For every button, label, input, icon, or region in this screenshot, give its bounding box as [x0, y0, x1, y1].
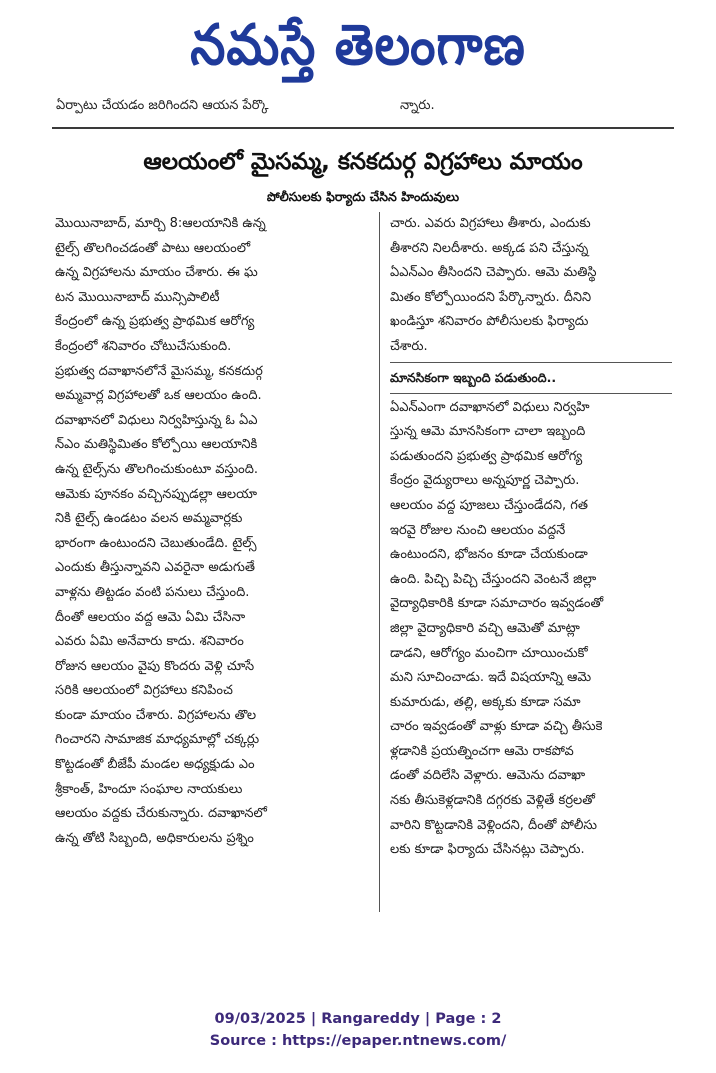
article-text-line: టన మొయినాబాద్ మున్సిపాలిటీ	[55, 289, 220, 305]
article-headline: ఆలయంలో మైసమ్మ, కనకదుర్గ విగ్రహాలు మాయం	[143, 149, 583, 175]
article-right-column	[390, 212, 675, 912]
article-text-line: చారం ఇవ్వడంతో వాళ్లు కూడా వచ్చి తీసుకె	[390, 719, 603, 735]
right-column-part-a	[390, 212, 675, 360]
article-text-line: జిల్లా వైద్యాధికారి వచ్చి ఆమెతో మాట్లా	[390, 620, 580, 636]
article-text-line: ఎవరు ఏమి అనేవారు కాదు. శనివారం	[55, 634, 244, 650]
article-text-line: ఇరవై రోజుల నుంచి ఆలయం వద్దనే	[390, 522, 566, 538]
article-text-line: కేంద్రం వైద్యురాలు అన్నపూర్ణ చెప్పారు.	[390, 473, 580, 489]
subheading-bottom-rule	[390, 393, 672, 394]
previous-article-left-line: ఏర్పాటు చేయడం జరిగిందని ఆయన పేర్కొ	[56, 98, 269, 113]
footer-source: Source : https://epaper.ntnews.com/	[209, 1033, 507, 1049]
article-text-line: ఏఎన్ఎంగా దవాఖానలో విధులు నిర్వహి	[390, 399, 590, 415]
article-text-line: టైల్స్ తొలగించడంతో పాటు ఆలయంలో	[55, 240, 251, 256]
article-text-line: ఉన్న విగ్రహాలను మాయం చేశారు. ఈ ఘ	[55, 265, 258, 281]
article-text-line: డాడని, ఆరోగ్యం మంచిగా చూయించుకో	[390, 645, 588, 661]
article-text-line: భారంగా ఉంటుందని చెబుతుండేది. టైల్స్	[55, 535, 257, 551]
article-text-line: పడుతుందని ప్రభుత్వ ప్రాథమిక ఆరోగ్య	[390, 448, 583, 464]
previous-article-tail	[56, 94, 676, 118]
right-column-part-b	[390, 396, 675, 863]
article-text-line: ఉన్న టైల్స్‌ను తొలగించుకుంటూ వస్తుంది.	[55, 461, 259, 477]
headline-top-rule	[52, 127, 674, 129]
article-text-line: ళ్లడానికి ప్రయత్నించగా ఆమె రాకపోవ	[390, 743, 574, 759]
article-text-line: న్ఎం మతిస్థిమితం కోల్పోయి ఆలయానికి	[55, 437, 258, 453]
article-text-line: ఆలయం వద్ద పూజలు చేస్తుండేదని, గత	[390, 497, 588, 513]
masthead-title: నమస్తే తెలంగాణ	[190, 12, 526, 78]
article-text-line: వైద్యాధికారికి కూడా సమాచారం ఇవ్వడంతో	[390, 596, 604, 612]
article-text-line: చారు. ఎవరు విగ్రహాలు తీశారు, ఎందుకు	[390, 216, 591, 231]
right-column-subheading: మానసికంగా ఇబ్బంది పడుతుంది..	[390, 369, 557, 385]
article-text-line: ఎందుకు తీస్తున్నావని ఎవరైనా అడుగుతే	[55, 560, 256, 576]
column-divider	[379, 212, 380, 912]
article-text-line: ఏఎన్ఎం తీసిందని చెప్పారు. ఆమె మతిస్థి	[390, 265, 597, 281]
article-text-line: దీంతో ఆలయం వద్ద ఆమె ఏమి చేసినా	[55, 609, 246, 625]
article-text-line: శ్రీకాంత్, హిందూ సంఘాల నాయకులు	[55, 781, 243, 797]
article-text-line: రోజున ఆలయం వైపు కొందరు వెళ్లి చూసే	[55, 658, 255, 674]
article-text-line: వాళ్లను తిట్టడం వంటి పనులు చేస్తుంది.	[55, 584, 250, 600]
article-text-line: కుండా మాయం చేశారు. విగ్రహాలను తొల	[55, 707, 257, 723]
article-text-line: నకు తీసుకెళ్లడానికి దగ్గరకు వెళ్లితే కర్రలతో	[390, 793, 595, 809]
page-footer	[0, 1008, 716, 1052]
article-text-line: మొయినాబాద్, మార్చి 8:ఆలయానికి ఉన్న	[55, 216, 266, 231]
article-text-line: ఉన్న తోటి సిబ్బంది, అధికారులను ప్రశ్నిం	[55, 830, 254, 846]
article-text-line: ఆమెకు పూనకం వచ్చినప్పుడల్లా ఆలయా	[55, 486, 257, 502]
article-text-line: కేంద్రంలో ఉన్న ప్రభుత్వ ప్రాథమిక ఆరోగ్య	[55, 314, 255, 330]
article-text-line: ఉంది. పిచ్చి పిచ్చి చేస్తుందని వెంటనే జిల్లా	[390, 571, 597, 587]
article-text-line: గించారని సామాజిక మాధ్యమాల్లో చక్కర్లు	[55, 732, 260, 748]
article-text-line: ఆలయం వద్దకు చేరుకున్నారు. దవాఖానలో	[55, 806, 267, 822]
article-text-line: నికి టైల్స్ ఉండటం వలన అమ్మవార్లకు	[55, 511, 243, 527]
article-text-line: ప్రభుత్వ దవాఖానలోనే మైసమ్మ, కనకదుర్గ	[55, 363, 263, 379]
article-text-line: దవాఖానలో విధులు నిర్వహిస్తున్న ఓ ఏఎ	[55, 412, 258, 428]
article-text-line: లకు కూడా ఫిర్యాదు చేసినట్లు చెప్పారు.	[390, 842, 585, 858]
article-text-line: ఖండిస్తూ శనివారం పోలీసులకు ఫిర్యాదు	[390, 314, 589, 330]
article-text-line: స్తున్న ఆమె మానసికంగా చాలా ఇబ్బంది	[390, 424, 586, 440]
article-text-line: కేంద్రంలో శనివారం చోటుచేసుకుంది.	[55, 338, 232, 354]
article-left-column	[55, 212, 370, 912]
article-subheadline: పోలీసులకు ఫిర్యాదు చేసిన హిందువులు	[266, 189, 460, 204]
article-text-line: మితం కోల్పోయిందని పేర్కొన్నారు. దీనిని	[390, 289, 592, 305]
article-text-line: సరికి ఆలయంలో విగ్రహాలు కనిపించ	[55, 683, 233, 699]
article-text-line: అమ్మవార్ల విగ్రహాలతో ఒక ఆలయం ఉంది.	[55, 388, 262, 404]
article-text-line: చేశారు.	[390, 338, 428, 354]
masthead	[0, 10, 716, 80]
article-text-line: ఉంటుందని, భోజనం కూడా చేయకుండా	[390, 547, 588, 563]
article-text-line: తీశారని నిలదీశారు. అక్కడ పని చేస్తున్న	[390, 240, 589, 256]
article-text-line: డంతో వదిలేసి వెళ్లారు. ఆమెను దవాఖా	[390, 768, 586, 784]
article-text-line: మని సూచించాడు. ఇదే విషయాన్ని ఆమె	[390, 670, 592, 686]
article-text-line: కుమారుడు, తల్లి, అక్కకు కూడా సమా	[390, 694, 581, 710]
article-text-line: కొట్టడంతో బీజేపీ మండల అధ్యక్షుడు ఎం	[55, 757, 255, 773]
subheading-top-rule	[390, 362, 672, 363]
footer-edition-info: 09/03/2025 | Rangareddy | Page : 2	[214, 1011, 502, 1027]
article-text-line: వారిని కొట్టడానికి వెళ్లిందని, దీంతో పోలీసు	[390, 817, 598, 833]
previous-article-right-line: న్నారు.	[400, 98, 435, 113]
